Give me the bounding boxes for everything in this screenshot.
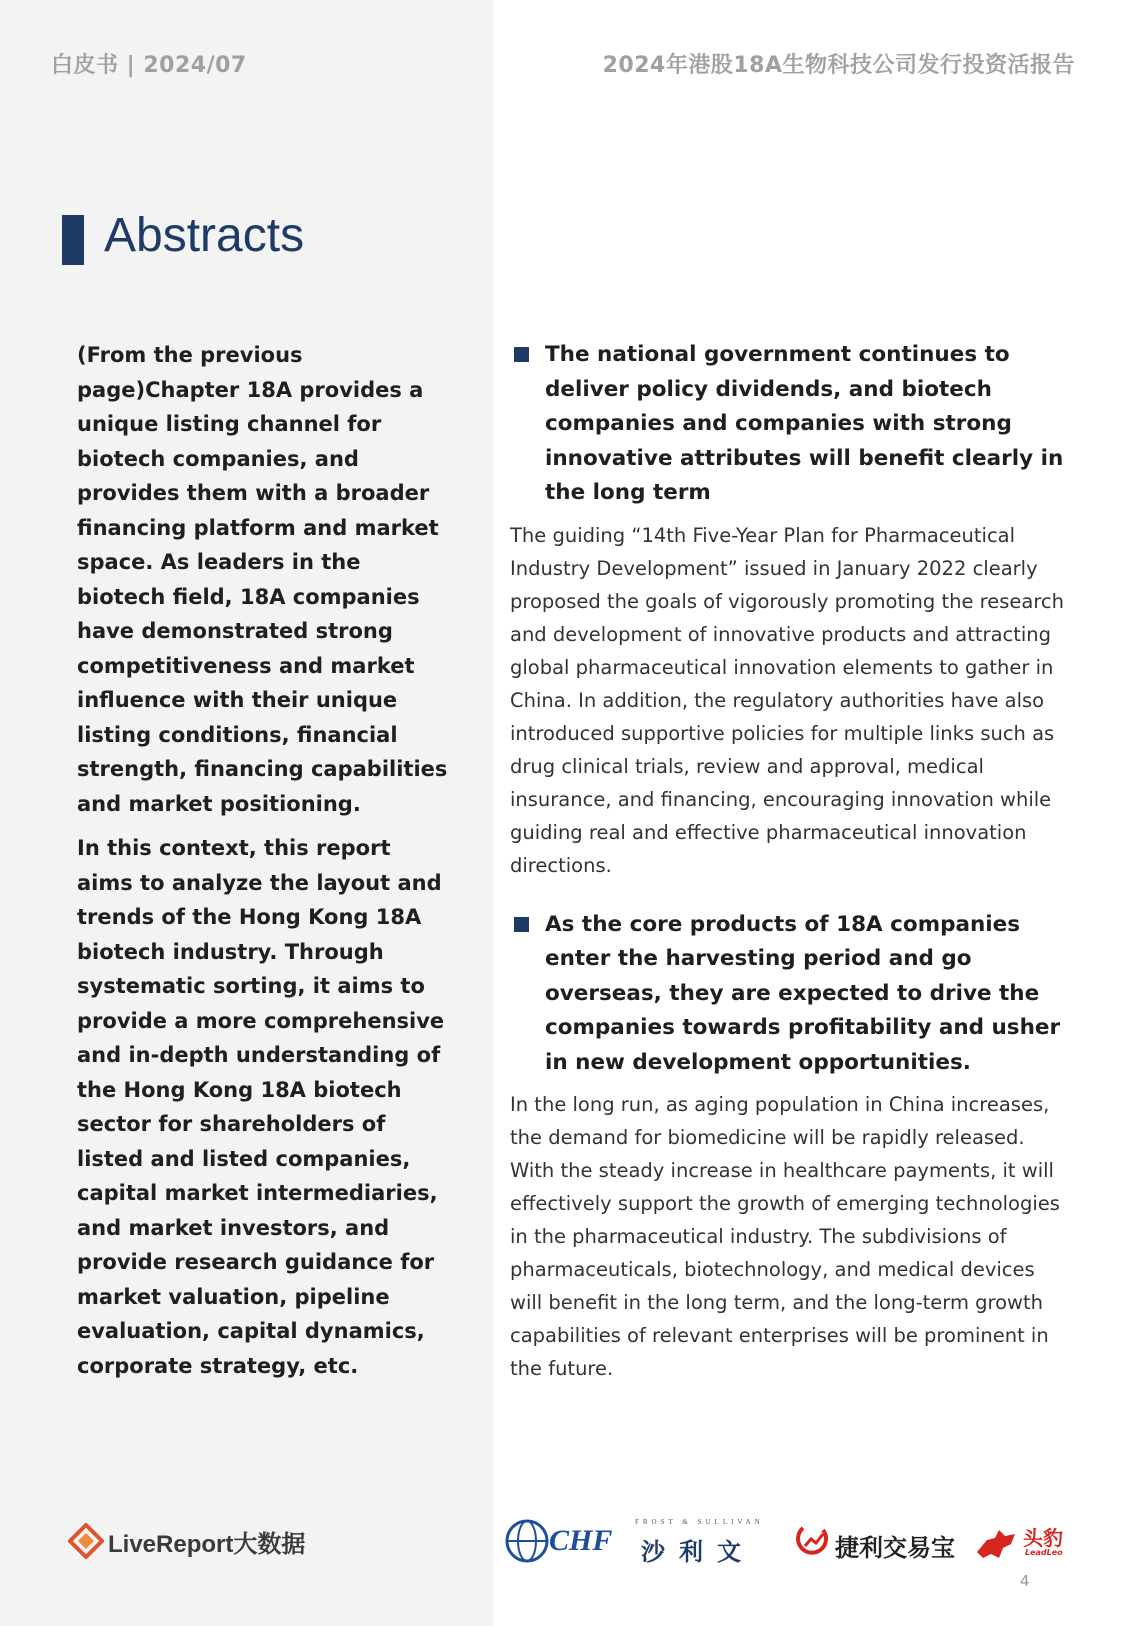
frost-sullivan-cn-text: 沙利文: [641, 1538, 755, 1566]
section-body-1: The guiding “14th Five-Year Plan for Pharmaceutical Industry Development” issued in January 2022 clearly proposed the goals of vigorously promoting the research and development of innovative products and attracting global pharmaceutical innovation elements to gather in China. In addition, the regulatory authorities have also introduced supportive policies for multiple links such as drug clinical trials, review and approval, medical insurance, and financing, encouraging innovation while guiding real and effective pharmaceutical innovation directions.: [510, 523, 1065, 877]
livereport-text: LiveReport大数据: [108, 1530, 306, 1558]
chf-logo-text: CHF: [549, 1524, 613, 1557]
left-paragraph-1: (From the previous page)Chapter 18A provides a unique listing channel for biotech companies, and provides them with a broader financing platform and market space. As leaders in the biotech field, 18A companies have demonstrated strong competitiveness and market influence with their unique listing conditions, financial strength, financing capabilities and market positioning.: [77, 343, 448, 816]
frost-sullivan-small-text: FROST & SULLIVAN: [635, 1518, 764, 1526]
header-right: 2024年港股18A生物科技公司发行投资活报告: [602, 53, 1075, 78]
section-heading-1-text: The national government continues to deliver policy dividends, and biotech companies and companies with strong innovative attributes will benefit clearly in the long term: [545, 342, 1064, 505]
section-body-2: In the long run, as aging population in China increases, the demand for biomedicine will be rapidly released. With the steady increase in healthcare payments, it will effectively support the growth of emerging technologies in the pharmaceutical industry. The subdivisions of pharmaceuticals, biotechnology, and medical devices will benefit in the long term, and the long-term growth capabilities of relevant enterprises will be prominent in the future.: [510, 1093, 1060, 1380]
chf-globe-icon: [505, 1516, 549, 1566]
leadleo-logo-text: 头豹: [1023, 1526, 1063, 1550]
page-number: 4: [1020, 1572, 1030, 1590]
section-heading-2: [510, 908, 1065, 1081]
section-heading-1: [510, 338, 1065, 511]
section-heading-2-text: As the core products of 18A companies enter the harvesting period and go overseas, they are expected to drive the companies towards profitability and usher in new development opportunities.: [545, 911, 1061, 1075]
jieli-logo-text: 捷利交易宝: [835, 1534, 955, 1562]
bullet-square-icon: [514, 347, 529, 362]
left-paragraph-2: In this context, this report aims to analyze the layout and trends of the Hong Kong 18A biotech industry. Through systematic sorting, it aims to provide a more comprehensive and in-depth understanding of the Hong Kong 18A biotech sector for shareholders of listed and listed companies, capital market intermediaries, and market investors, and provide research guidance for market valuation, pipeline evaluation, capital dynamics, corporate strategy, etc.: [77, 836, 445, 1378]
bullet-square-icon: [514, 917, 529, 932]
page-title: Abstracts: [104, 209, 305, 262]
title-accent-bar: [62, 215, 84, 265]
livereport-logo: [68, 1523, 305, 1559]
right-column: [510, 338, 1065, 1411]
partner-logos: [505, 1512, 1065, 1572]
leadleo-leopard-icon: [975, 1526, 1019, 1562]
header-left: 白皮书 | 2024/07: [51, 53, 247, 78]
leadleo-subtext: LeadLeo: [1025, 1548, 1063, 1557]
jieli-logo-icon: [795, 1522, 831, 1558]
livereport-diamond-icon: [68, 1523, 104, 1559]
left-column: [77, 338, 449, 1393]
